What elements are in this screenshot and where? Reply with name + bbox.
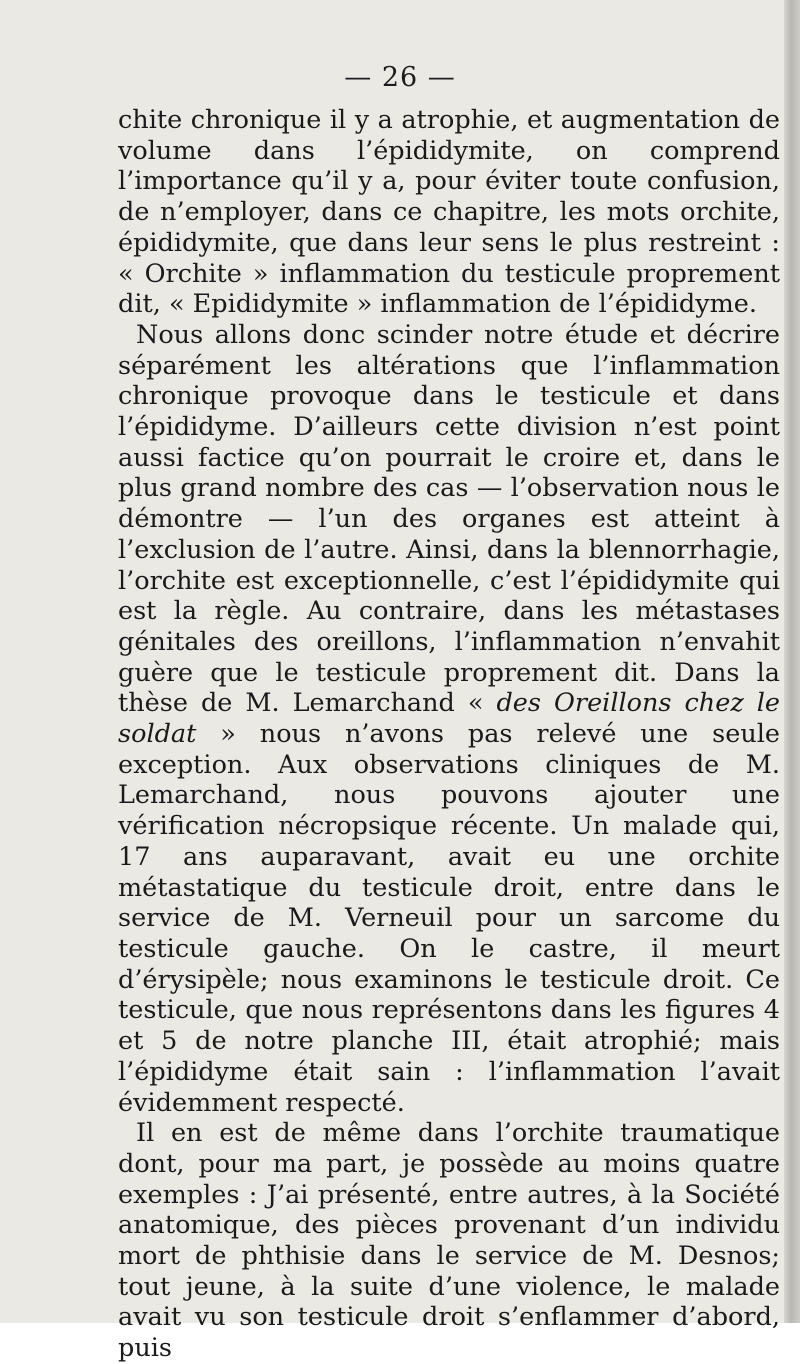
paragraph-3: Il en est de même dans l’orchite traumatique dont, pour ma part, je possède au moins quatre exemples : J’ai présenté, entre autres, à la Société anatomique, des pièces provenant d’un individu mort de phthisie dans le service de M. Desnos; tout jeune, à la suite d’une violence, le malade avait vu son testicule droit s’enflammer d’abord, puis <box>118 1118 780 1364</box>
paragraph-2-part-a: Nous allons donc scinder notre étude et décrire séparément les altérations que l’inflammation chronique provoque dans le testicule et dans l’épididyme. D’ailleurs cette division n’est point aussi factice qu’on pourrait le croire et, dans le plus grand nombre des cas — l’observation nous le démontre — l’un des organes est atteint à l’exclusion de l’autre. Ainsi, dans la blennorrhagie, l’orchite est exceptionnelle, c’est l’épididymite qui est la règle. Au contraire, dans les métastases génitales des oreillons, l’inflammation n’envahit guère que le testicule proprement dit. Dans la thèse de M. Lemarchand « <box>118 319 780 719</box>
cited-thesis-title: des Oreillons chez le soldat <box>118 688 781 750</box>
paragraph-2-part-b: » nous n’avons pas relevé une seule exception. Aux observations cliniques de M. Lemarchand, nous pouvons ajouter une vérification nécropsique récente. Un malade qui, 17 ans auparavant, avait eu une orchite métastatique du testicule droit, entre dans le service de M. Verneuil pour un sarcome du testicule gauche. On le castre, il meurt d’érysipèle; nous examinons le testicule droit. Ce testicule, que nous représentons dans les figures 4 et 5 de notre planche III, était atrophié; mais l’épididyme était sain : l’inflammation l’avait évidemment respecté. <box>118 719 780 1118</box>
body-text <box>118 105 780 1364</box>
page-edge-shadow <box>784 0 800 1323</box>
page-number: — 26 — <box>344 62 456 93</box>
paragraph-1: chite chronique il y a atrophie, et augmentation de volume dans l’épididymite, on comprend l’importance qu’il y a, pour éviter toute confusion, de n’employer, dans ce chapitre, les mots orchite, épididymite, que dans leur sens le plus restreint : « Orchite » inflammation du testicule proprement dit, « Epididymite » inflammation de l’épididyme. <box>118 105 780 320</box>
paragraph-2 <box>118 320 780 1118</box>
